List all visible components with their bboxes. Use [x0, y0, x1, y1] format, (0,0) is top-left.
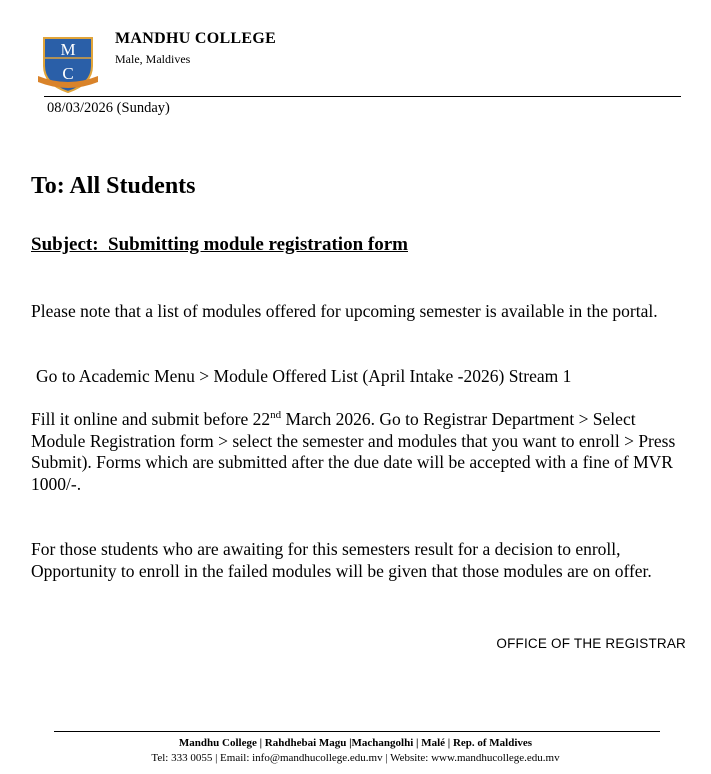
date-ordinal-suffix: nd: [270, 409, 282, 421]
notice-subject: Subject: Submitting module registration form: [31, 234, 408, 255]
paragraph-modules-available: Please note that a list of modules offered for upcoming semester is available in the portal.: [31, 301, 658, 321]
paragraph-failed-modules: For those students who are awaiting for this semesters result for a decision to enroll, Opportunity to enroll in the failed modules will be given that those modules are on offer.: [31, 539, 652, 581]
svg-text:C: C: [62, 64, 74, 83]
svg-text:M: M: [60, 40, 76, 59]
footer-contact: Tel: 333 0055 | Email: info@mandhucollege.edu.mv | Website: www.mandhucollege.edu.mv: [151, 752, 560, 764]
submission-text-end: March 2026. Go to Registrar Department > Select Module Registration form > select the semester and modules that you want to enroll > Press Submit). Forms which are submitted after the due date will be accepted with a fine of MVR 1000/-.: [31, 409, 676, 494]
college-location: Male, Maldives: [115, 52, 191, 66]
notice-date: 08/03/2026 (Sunday): [47, 100, 170, 116]
notice-recipient: To: All Students: [31, 173, 196, 199]
signature-office: OFFICE OF THE REGISTRAR: [496, 636, 686, 651]
submission-text-start: Fill it online and submit before 22: [31, 409, 271, 429]
college-logo: [38, 36, 98, 94]
footer-divider: [54, 731, 660, 732]
college-name: MANDHU COLLEGE: [115, 30, 277, 47]
paragraph-submission-instructions: [31, 409, 691, 495]
footer-address: Mandhu College | Rahdhebai Magu |Machangolhi | Malé | Rep. of Maldives: [178, 737, 533, 749]
college-crest-icon: [38, 36, 98, 94]
paragraph-menu-path: Go to Academic Menu > Module Offered List (April Intake -2026) Stream 1: [36, 366, 572, 386]
header-divider: [44, 96, 681, 97]
